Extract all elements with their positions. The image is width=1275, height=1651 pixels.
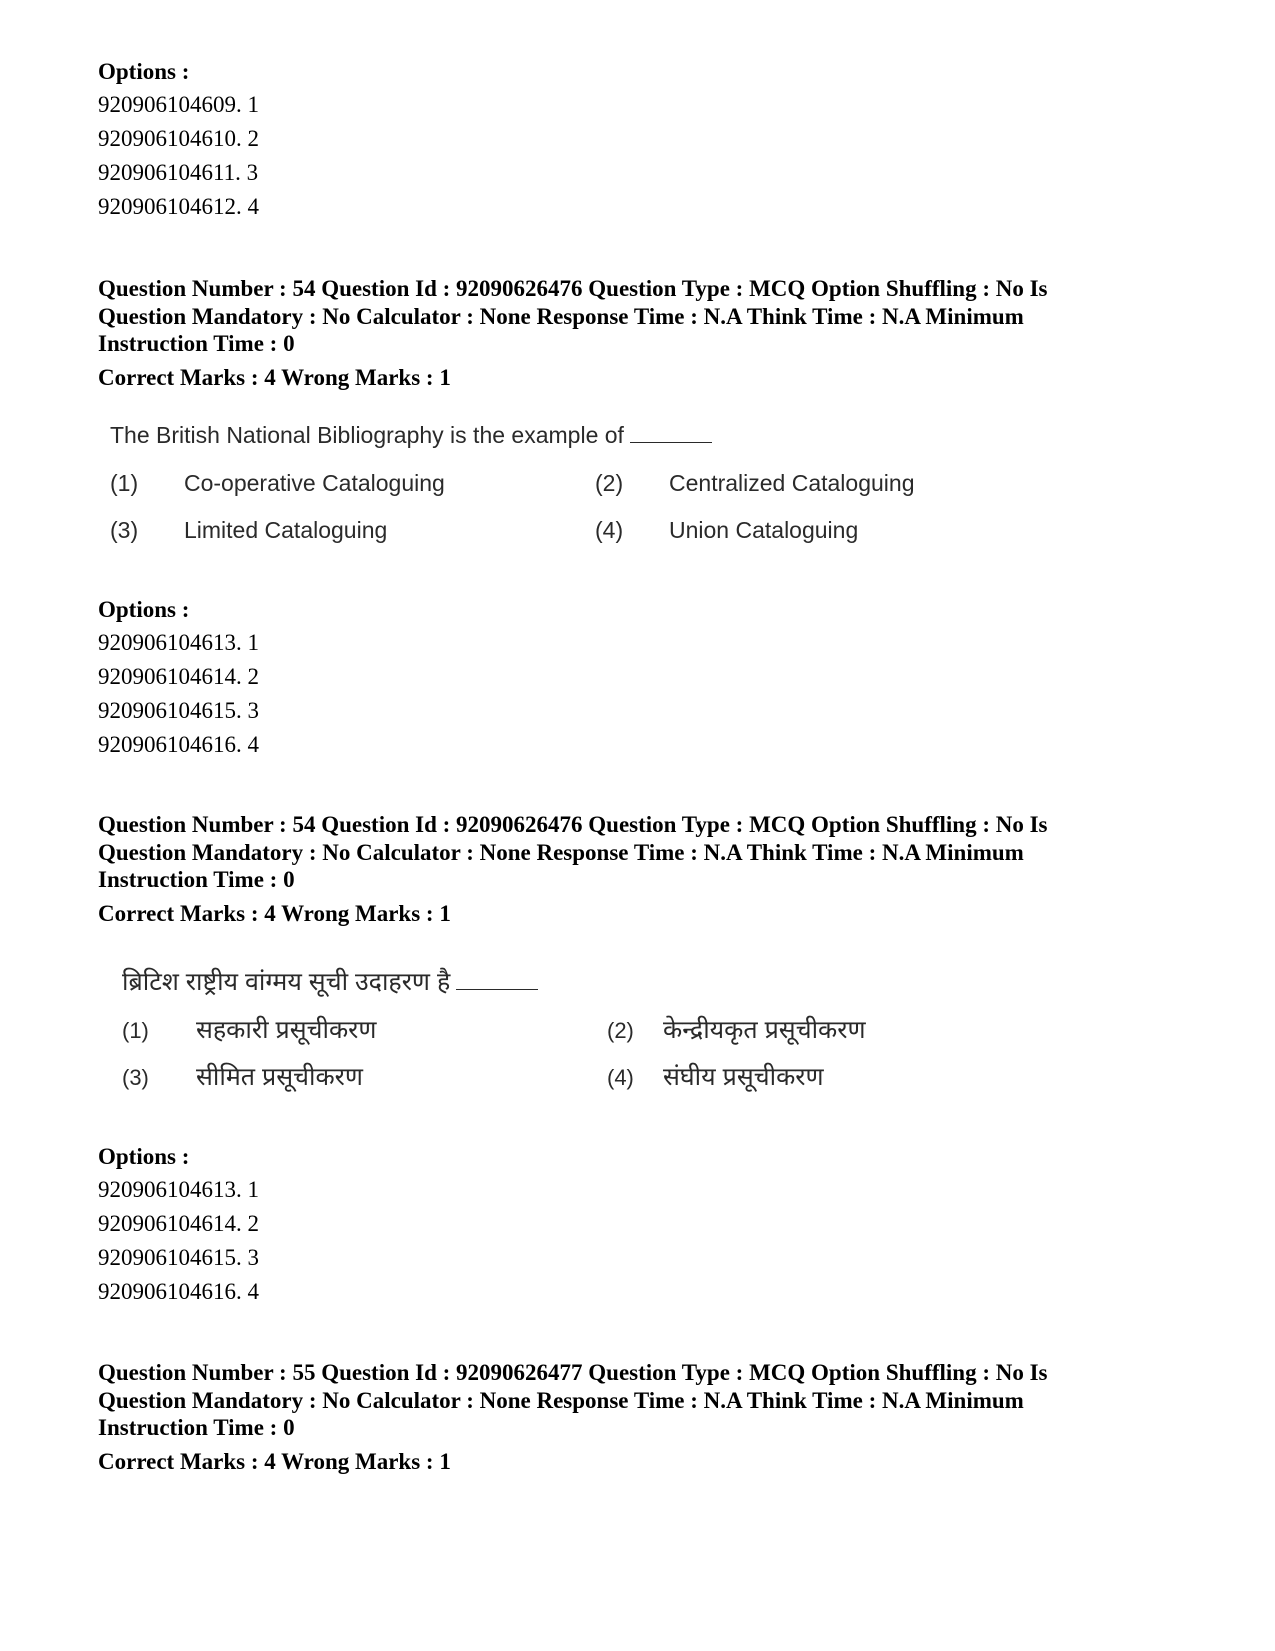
question-header-q54-en: [98, 275, 1178, 392]
question-marks: Correct Marks : 4 Wrong Marks : 1: [98, 1448, 451, 1474]
option-line: 920906104616. 4: [98, 732, 259, 757]
option-line: 920906104615. 3: [98, 1245, 259, 1270]
question-marks: Correct Marks : 4 Wrong Marks : 1: [98, 900, 451, 926]
question-meta-line: Question Mandatory : No Calculator : None Response Time : N.A Think Time : N.A Minimum: [98, 839, 1024, 865]
question-meta-line: Question Number : 54 Question Id : 92090626476 Question Type : MCQ Option Shuffling : No Is: [98, 276, 1048, 301]
options-block-q53: [98, 58, 1178, 224]
choice-4: (4) Union Cataloguing: [595, 517, 859, 543]
option-line: 920906104614. 2: [98, 1211, 259, 1236]
options-block-q54-en: [98, 596, 1178, 762]
answer-blank: [630, 424, 712, 443]
choice-1: (1) Co-operative Cataloguing: [110, 470, 445, 496]
choice-1: (1) सहकारी प्रसूचीकरण: [122, 1016, 377, 1044]
options-label: Options :: [98, 59, 190, 84]
question-meta-line: Question Number : 55 Question Id : 92090626477 Question Type : MCQ Option Shuffling : No Is: [98, 1360, 1048, 1385]
question-stem: ब्रिटिश राष्ट्रीय वांग्मय सूची उदाहरण है: [122, 967, 1022, 997]
option-line: 920906104610. 2: [98, 126, 259, 151]
options-label: Options :: [98, 1144, 190, 1169]
choice-4: (4) संघीय प्रसूचीकरण: [607, 1063, 824, 1091]
question-meta-line: Instruction Time : 0: [98, 867, 295, 892]
options-label: Options :: [98, 597, 190, 622]
option-line: 920906104613. 1: [98, 630, 259, 655]
question-header-q55: [98, 1359, 1178, 1476]
option-line: 920906104613. 1: [98, 1177, 259, 1202]
question-meta-line: Instruction Time : 0: [98, 331, 295, 356]
option-line: 920906104615. 3: [98, 698, 259, 723]
choice-3: (3) Limited Cataloguing: [110, 517, 388, 543]
option-line: 920906104612. 4: [98, 194, 259, 219]
choice-3: (3) सीमित प्रसूचीकरण: [122, 1063, 363, 1091]
option-line: 920906104616. 4: [98, 1279, 259, 1304]
question-marks: Correct Marks : 4 Wrong Marks : 1: [98, 364, 451, 390]
question-header-q54-hi: [98, 811, 1178, 928]
question-meta-line: Question Number : 54 Question Id : 92090626476 Question Type : MCQ Option Shuffling : No Is: [98, 812, 1048, 837]
question-stem: The British National Bibliography is the example of: [110, 420, 1010, 450]
option-line: 920906104609. 1: [98, 92, 259, 117]
question-meta-line: Question Mandatory : No Calculator : None Response Time : N.A Think Time : N.A Minimum: [98, 1387, 1024, 1413]
question-meta-line: Instruction Time : 0: [98, 1415, 295, 1440]
question-meta-line: Question Mandatory : No Calculator : None Response Time : N.A Think Time : N.A Minimum: [98, 303, 1024, 329]
question-image-q54-hi: [122, 967, 1022, 1097]
options-block-q54-hi: [98, 1143, 1178, 1309]
option-line: 920906104611. 3: [98, 160, 259, 185]
choice-2: (2) केन्द्रीयकृत प्रसूचीकरण: [607, 1016, 866, 1044]
option-line: 920906104614. 2: [98, 664, 259, 689]
answer-blank: [456, 971, 538, 990]
question-image-q54-en: [110, 420, 1010, 550]
choice-2: (2) Centralized Cataloguing: [595, 470, 915, 496]
